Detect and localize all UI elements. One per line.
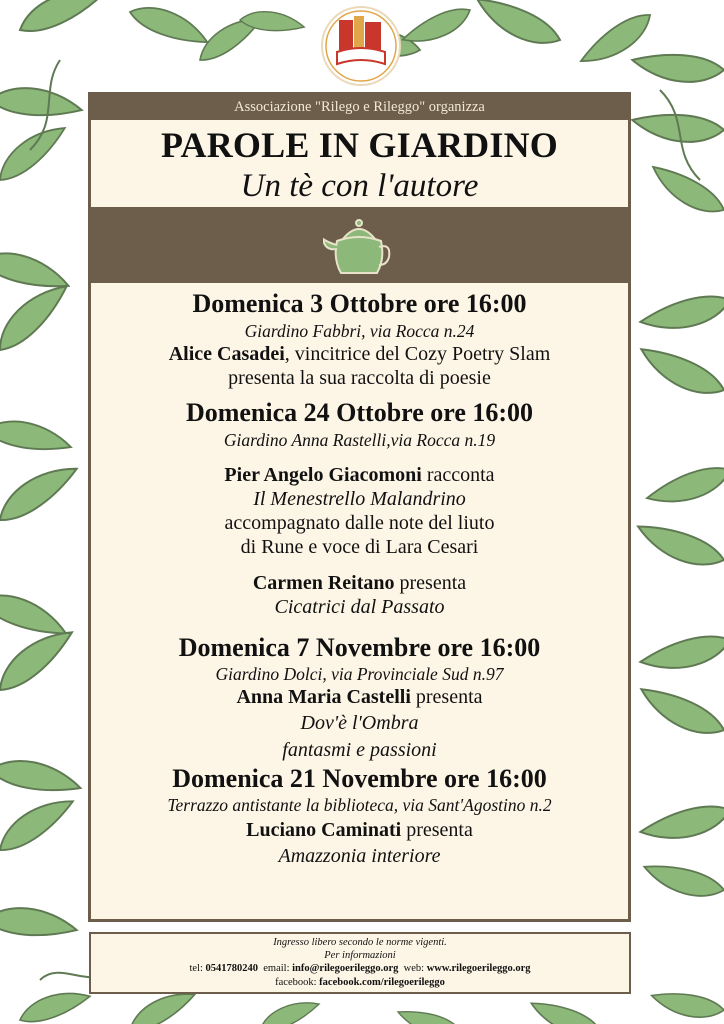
event-date: Domenica 3 Ottobre ore 16:00: [192, 289, 527, 318]
association-logo: [321, 6, 401, 86]
event-author-line: [91, 342, 628, 366]
author-name: Pier Angelo Giacomoni: [224, 464, 422, 486]
author-role: , vincitrice del Cozy Poetry Slam: [284, 343, 551, 365]
author-role: presenta: [401, 819, 473, 841]
contact-line: [91, 962, 629, 976]
event-item: [91, 289, 628, 390]
poster-title: PAROLE IN GIARDINO: [161, 125, 558, 165]
event-author-line: [91, 818, 628, 842]
event-place: Giardino Anna Rastelli,via Rocca n.19: [223, 430, 496, 450]
email-link[interactable]: info@rilegoerileggo.org: [292, 963, 399, 974]
event-place: Terrazzo antistante la biblioteca, via Sant'Agostino n.2: [167, 795, 552, 815]
tel-value: 0541780240: [205, 963, 259, 974]
event-item: [91, 764, 628, 868]
author-name: Anna Maria Castelli: [236, 686, 411, 708]
event-item: [91, 633, 628, 762]
event-author-line: [91, 685, 628, 709]
work-title: Cicatrici dal Passato: [274, 596, 445, 618]
event-author-line: [91, 463, 628, 487]
teapot-icon: [323, 213, 395, 277]
author-role: presenta: [394, 572, 467, 594]
web-link[interactable]: www.rilegoerileggo.org: [426, 963, 531, 974]
work-title: Amazzonia interiore: [278, 845, 441, 867]
poster-subtitle: Un tè con l'autore: [240, 168, 479, 204]
event-date: Domenica 7 Novembre ore 16:00: [178, 633, 541, 662]
event-author-line: [91, 571, 628, 595]
info-label: Per informazioni: [324, 950, 396, 961]
email-label: email:: [263, 963, 293, 974]
event-place: Giardino Fabbri, via Rocca n.24: [244, 321, 475, 341]
event-item: [91, 398, 628, 619]
event-description: di Rune e voce di Lara Cesari: [240, 536, 479, 558]
author-role: presenta: [410, 686, 483, 708]
event-date: Domenica 24 Ottobre ore 16:00: [185, 398, 534, 427]
organizer-line: Associazione "Rilego e Rileggo" organizza: [91, 95, 628, 120]
web-label: web:: [403, 963, 427, 974]
facebook-link[interactable]: facebook.com/rilegoerileggo: [319, 977, 445, 988]
work-title: Dov'è l'Ombra: [300, 712, 419, 734]
event-description: presenta la sua raccolta di poesie: [228, 367, 491, 389]
author-name: Luciano Caminati: [246, 819, 402, 841]
author-name: Alice Casadei: [168, 343, 285, 365]
info-footer: [89, 932, 631, 994]
entry-note: Ingresso libero secondo le norme vigenti.: [273, 937, 447, 948]
event-poster: [88, 92, 631, 922]
work-subtitle: fantasmi e passioni: [282, 739, 437, 761]
books-logo-icon: [323, 8, 399, 84]
tel-label: tel:: [189, 963, 206, 974]
events-list: [91, 285, 628, 868]
event-date: Domenica 21 Novembre ore 16:00: [172, 764, 547, 793]
author-name: Carmen Reitano: [252, 572, 395, 594]
teapot-band: [91, 207, 628, 283]
event-description: accompagnato dalle note del liuto: [224, 512, 495, 534]
facebook-line: [91, 976, 629, 990]
facebook-label: facebook:: [275, 977, 320, 988]
event-place: Giardino Dolci, via Provinciale Sud n.97: [215, 664, 504, 684]
author-role: racconta: [421, 464, 495, 486]
work-title: Il Menestrello Malandrino: [253, 488, 466, 510]
